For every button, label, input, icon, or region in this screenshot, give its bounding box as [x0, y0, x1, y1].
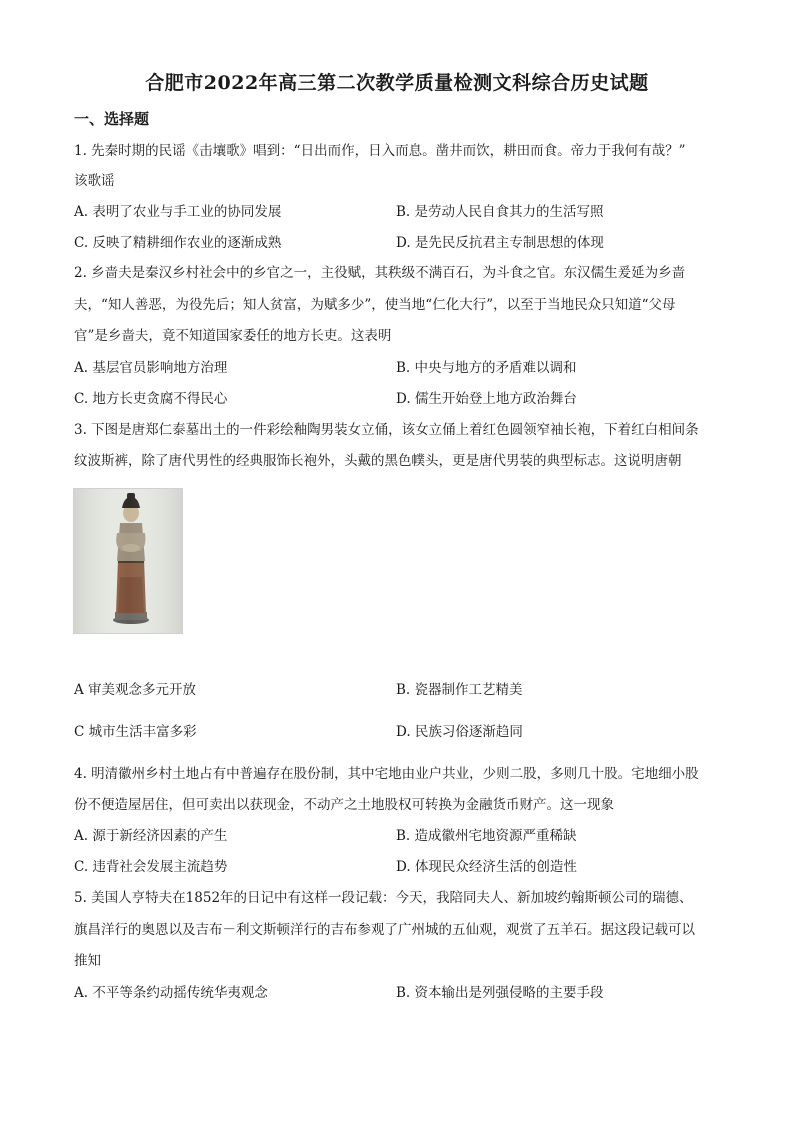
q2-option-a: A. 基层官员影响地方治理: [74, 360, 228, 376]
q5-stem-line-2: 旗昌洋行的奥恩以及吉布－利文斯顿洋行的吉布参观了广州城的五仙观，观赏了五羊石。据这段记载可以: [74, 922, 695, 938]
q1-option-d: D. 是先民反抗君主专制思想的体现: [396, 235, 604, 251]
q4-option-c: C. 违背社会发展主流趋势: [74, 859, 228, 875]
q1-stem-line-2: 该歌谣: [74, 173, 115, 189]
section-heading: 一、选择题: [74, 110, 150, 128]
q1-stem-line-1: 1. 先秦时期的民谣《击壤歌》唱到：“日出而作，日入而息。凿井而饮，耕田而食。帝力于我何有哉？”: [74, 143, 686, 159]
q2-option-c: C. 地方长吏贪腐不得民心: [74, 391, 228, 407]
q5-option-b: B. 资本输出是列强侵略的主要手段: [396, 985, 604, 1001]
q4-stem-line-2: 份不便造屋居住，但可卖出以获现金，不动产之土地股权可转换为金融货币财产。这一现象: [74, 797, 614, 813]
q4-stem-line-1: 4. 明清徽州乡村土地占有中普遍存在股份制，其中宅地由业户共业，少则二股，多则几十股。宅地细小股: [74, 766, 699, 782]
q4-option-a: A. 源于新经济因素的产生: [74, 828, 228, 844]
q1-option-a: A. 表明了农业与手工业的协同发展: [74, 204, 282, 220]
q2-stem-line-3: 官”是乡啬夫，竟不知道国家委任的地方长吏。这表明: [74, 328, 392, 344]
q3-option-c: C 城市生活丰富多彩: [74, 724, 197, 740]
q2-stem-line-1: 2. 乡啬夫是秦汉乡村社会中的乡官之一，主役赋，其秩级不满百石，为斗食之官。东汉儒生爰延为乡啬: [74, 265, 686, 281]
q3-option-d: D. 民族习俗逐渐趋同: [396, 724, 523, 740]
q3-stem-line-1: 3. 下图是唐郑仁泰墓出土的一件彩绘釉陶男装女立俑，该女立俑上着红色圆领窄袖长袍，下着红白相间条: [74, 422, 699, 438]
q5-stem-line-1: 5. 美国人亨特夫在1852年的日记中有这样一段记载：今天，我陪同夫人、新加坡约翰斯顿公司的瑞德、: [74, 890, 693, 906]
q1-option-c: C. 反映了精耕细作农业的逐渐成熟: [74, 235, 282, 251]
q2-stem-line-2: 夫，“知人善恶，为役先后；知人贫富，为赋多少”，使当地“仁化大行”，以至于当地民众只知道“父母: [74, 297, 676, 313]
figurine-illustration: [74, 489, 182, 633]
q4-option-d: D. 体现民众经济生活的创造性: [396, 859, 577, 875]
q2-option-d: D. 儒生开始登上地方政治舞台: [396, 391, 577, 407]
q5-stem-line-3: 推知: [74, 953, 101, 969]
tang-figurine-photo: [73, 488, 183, 634]
q3-stem-line-2: 纹波斯裤，除了唐代男性的经典服饰长袍外，头戴的黑色幞头，更是唐代男装的典型标志。这说明唐朝: [74, 453, 682, 469]
q1-option-b: B. 是劳动人民自食其力的生活写照: [396, 204, 604, 220]
q3-option-b: B. 瓷器制作工艺精美: [396, 682, 523, 698]
q3-option-a: A 审美观念多元开放: [74, 682, 197, 698]
q2-option-b: B. 中央与地方的矛盾难以调和: [396, 360, 577, 376]
page-title: 合肥市2022年高三第二次教学质量检测文科综合历史试题: [145, 72, 649, 94]
q4-option-b: B. 造成徽州宅地资源严重稀缺: [396, 828, 577, 844]
q5-option-a: A. 不平等条约动摇传统华夷观念: [74, 985, 268, 1001]
